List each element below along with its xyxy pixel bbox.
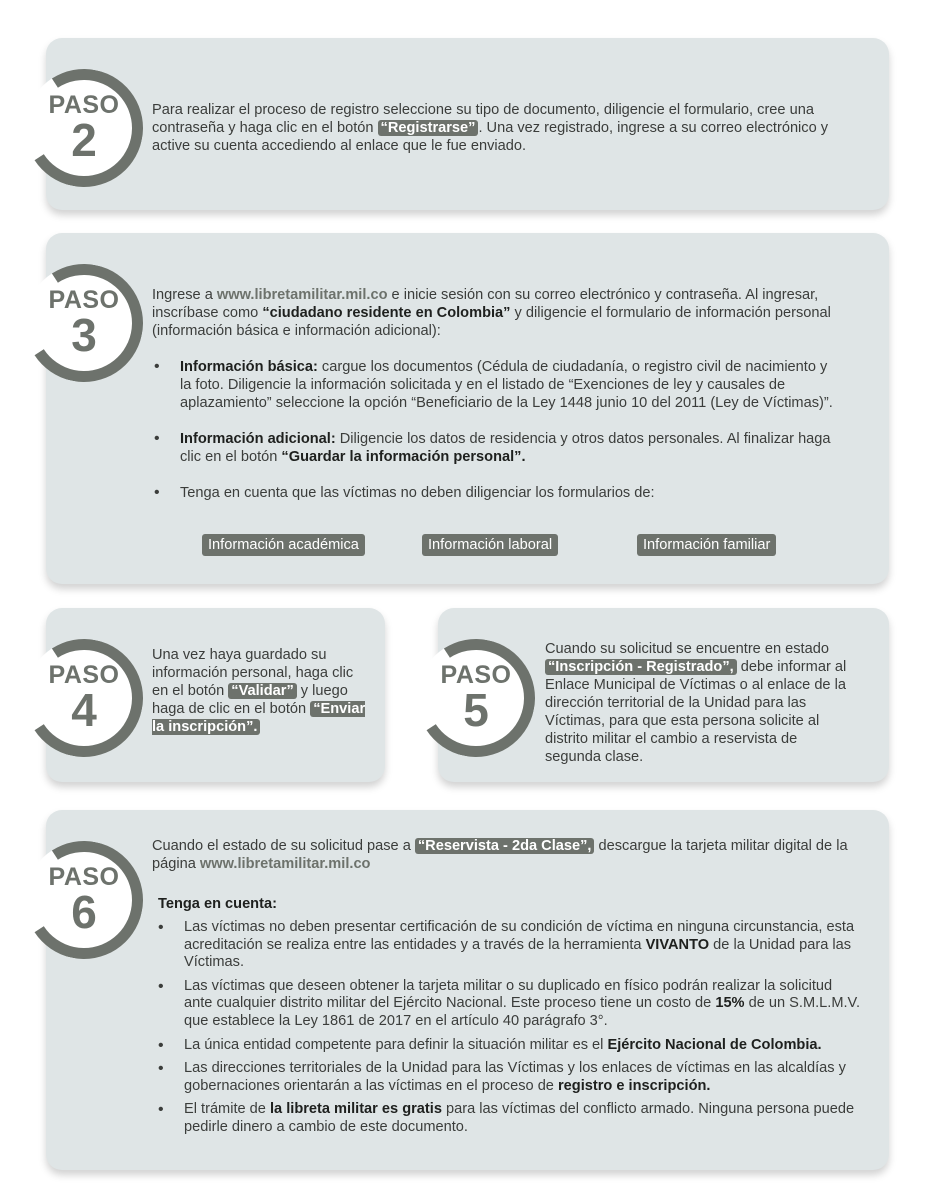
list-item: • Información adicional: Diligencie los datos de residencia y otros datos personales. Al finalizar haga clic en el botón “Guardar la información personal”. — [180, 430, 840, 466]
step-6-heading: Tenga en cuenta: — [158, 896, 277, 912]
list-item: • Las direcciones territoriales de la Unidad para las Víctimas y los enlaces de víctimas en las alcaldías y gobernaciones orientarán a las víctimas en el proceso de registro e inscripción. — [184, 1060, 860, 1095]
list-item: • Tenga en cuenta que las víctimas no deben diligenciar los formularios de: — [180, 484, 840, 502]
step-label: PASO — [48, 91, 120, 119]
list-item: • Información básica: cargue los documentos (Cédula de ciudadanía, o registro civil de nacimiento y la foto. Diligencie la información solicitada y en el listado de “Exenciones de ley y causales de aplazamiento” seleccione la opción “Beneficiario de la Ley 1448 junio 10 del 2011 (Ley de Víctimas)”. — [180, 358, 840, 412]
step-2-text: Para realizar el proceso de registro seleccione su tipo de documento, diligencie el formulario, cree una contraseña y haga clic en el botón “Registrarse” . Una vez registrado, ingrese a su correo electrónico y active su cuenta accediendo al enlace que le fue enviado. — [152, 102, 829, 154]
step-number: 2 — [71, 114, 97, 166]
step-label: PASO — [440, 661, 512, 689]
registrarse-button-label: “Registrarse” — [378, 120, 479, 136]
step-4-text: Una vez haya guardado su información personal, haga clic en el botón “Validar” y luego haga de clic en el botón “Enviar la inscripción”. — [152, 647, 366, 735]
step-number: 6 — [71, 886, 97, 938]
step-3-list — [180, 358, 840, 502]
list-item: • El trámite de la libreta militar es gratis para las víctimas del conflicto armado. Ninguna persona puede pedirle dinero a cambio de este documento. — [184, 1101, 860, 1136]
informacion-academica-tag: Información académica — [202, 534, 365, 556]
step-label: PASO — [48, 863, 120, 891]
libreta-militar-link[interactable]: www.libretamilitar.mil.co — [216, 287, 388, 303]
step-label: PASO — [48, 661, 120, 689]
informacion-laboral-tag: Información laboral — [422, 534, 558, 556]
step-5-text: Cuando su solicitud se encuentre en estado “Inscripción - Registrado”, debe informar al Enlace Municipal de Víctimas o al enlace de la dirección territorial de la Unidad para las Víctimas, para que esta persona solicite al distrito militar el cambio a reservista de segunda clase. — [545, 641, 847, 765]
list-item: • Las víctimas que deseen obtener la tarjeta militar o su duplicado en físico podrán realizar la solicitud ante cualquier distrito militar del Ejército Nacional. Este proceso tiene un costo de 15% de un S.M.L.M.V. que establece la Ley 1861 de 2017 en el artículo 40 parágrafo 3°. — [184, 978, 860, 1031]
enviar-inscripcion-button-label: “Enviar la inscripción”. — [152, 701, 366, 735]
step-label: PASO — [48, 286, 120, 314]
step-6-intro: Cuando el estado de su solicitud pase a “Reservista - 2da Clase”, descargue la tarjeta militar digital de la página www.libretamilitar.mil.co — [152, 838, 848, 872]
step-number: 3 — [71, 309, 97, 361]
reservista-label: “Reservista - 2da Clase”, — [415, 838, 595, 854]
step-3-text: Ingrese a www.libretamilitar.mil.co e inicie sesión con su correo electrónico y contraseña. Al ingresar, inscríbase como “ciudadano residente en Colombia” y diligencie el formulario de información personal (información básica e información adicional): — [152, 287, 831, 339]
validar-button-label: “Validar” — [228, 683, 296, 699]
step-6-list — [184, 919, 860, 1137]
list-item: • Las víctimas no deben presentar certificación de su condición de víctima en ninguna circunstancia, esta acreditación se realiza entre las entidades y a través de la herramienta VIVANTO de la Unidad para las Víctimas. — [184, 919, 860, 972]
list-item: • La única entidad competente para definir la situación militar es el Ejército Nacional de Colombia. — [184, 1037, 860, 1055]
step-number: 4 — [71, 684, 97, 736]
informacion-familiar-tag: Información familiar — [637, 534, 776, 556]
libreta-militar-link[interactable]: www.libretamilitar.mil.co — [199, 856, 371, 872]
inscripcion-registrado-label: “Inscripción - Registrado”, — [545, 659, 737, 675]
step-number: 5 — [463, 684, 489, 736]
